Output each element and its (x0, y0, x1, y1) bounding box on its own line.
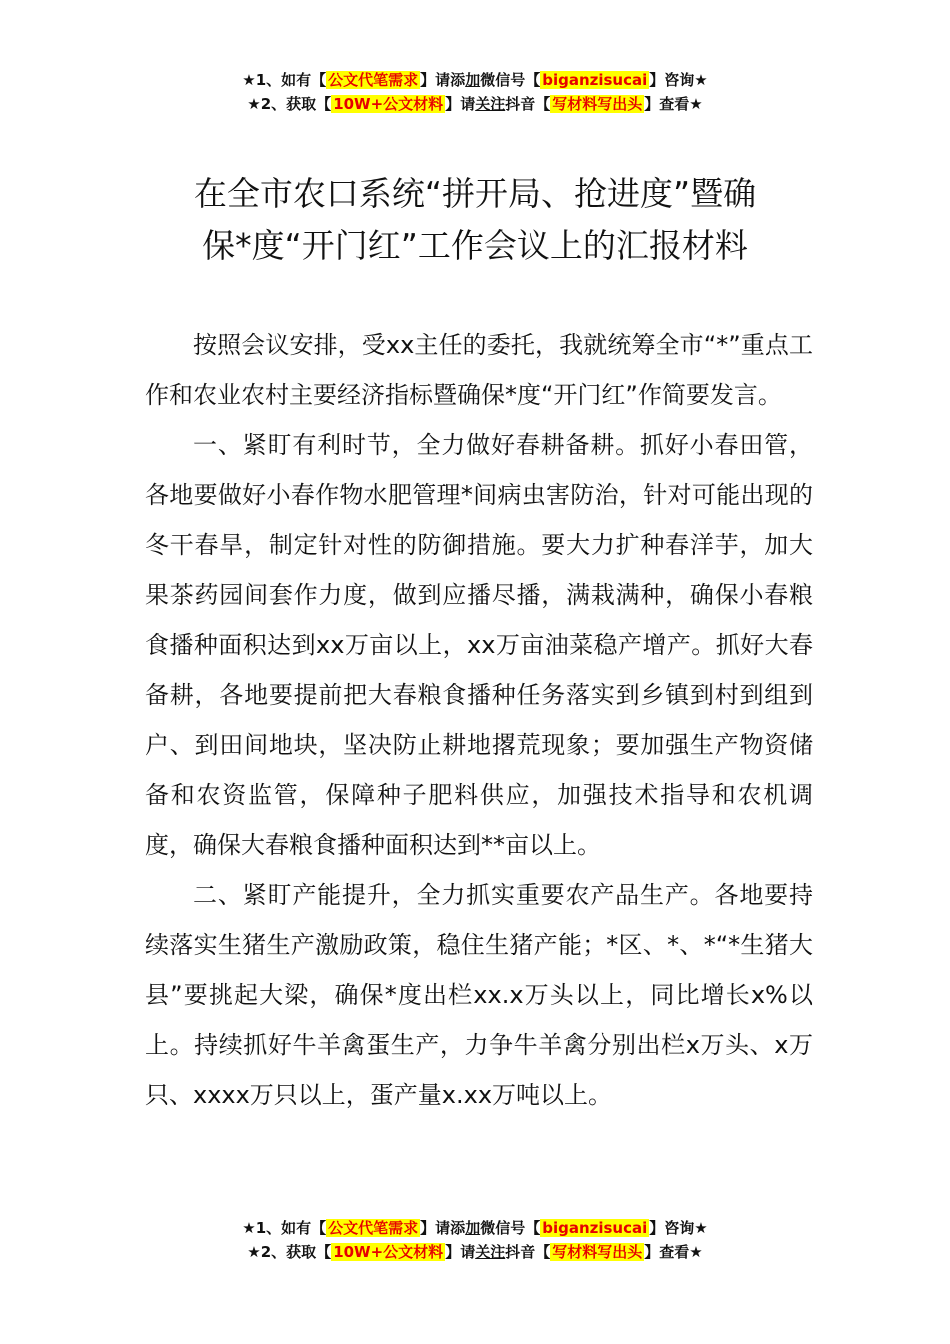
document-title (150, 168, 800, 272)
promo-banner-top (0, 68, 950, 116)
promo-line-1 (0, 68, 950, 92)
document-body (145, 320, 813, 1120)
promo-text: 】请 (445, 1243, 476, 1261)
promo-text: 】咨询★ (649, 71, 708, 89)
promo-highlight: 10W+公文材料 (333, 1243, 444, 1261)
promo-highlight: 公文代笔需求 (328, 71, 419, 89)
promo-text: 微信号【 (480, 71, 541, 89)
promo-line-2 (0, 92, 950, 116)
promo-text: 】咨询★ (649, 1219, 708, 1237)
promo-text: 】请添 (420, 71, 466, 89)
promo-highlight: 公文代笔需求 (328, 1219, 419, 1237)
title-line-1: 在全市农口系统“拼开局、抢进度”暨确 (193, 174, 757, 213)
promo-highlight: biganzisucai (542, 71, 648, 89)
promo-underlined: 加 (465, 71, 481, 89)
promo-text: 】查看★ (644, 1243, 703, 1261)
promo-text: 】查看★ (644, 95, 703, 113)
promo-text: 微信号【 (480, 1219, 541, 1237)
promo-text: ★2、获取【 (247, 95, 332, 113)
promo-underlined: 关注 (475, 95, 506, 113)
title-line-2: 保*度“开门红”工作会议上的汇报材料 (202, 226, 748, 265)
promo-underlined: 关注 (475, 1243, 506, 1261)
promo-text: 抖音【 (505, 1243, 551, 1261)
promo-text: 抖音【 (505, 95, 551, 113)
promo-underlined: 加 (465, 1219, 481, 1237)
promo-highlight: biganzisucai (542, 1219, 648, 1237)
promo-line-1 (0, 1216, 950, 1240)
promo-text: 】请添 (420, 1219, 466, 1237)
promo-highlight: 写材料写出头 (552, 95, 643, 113)
promo-text: ★1、如有【 (242, 71, 327, 89)
promo-highlight: 10W+公文材料 (333, 95, 444, 113)
promo-text: ★2、获取【 (247, 1243, 332, 1261)
promo-highlight: 写材料写出头 (552, 1243, 643, 1261)
promo-text: 】请 (445, 95, 476, 113)
paragraph-section-2: 二、紧盯产能提升，全力抓实重要农产品生产。各地要持续落实生猪生产激励政策，稳住生猪产能；*区、*、*“*生猪大县”要挑起大梁，确保*度出栏xx.x万头以上，同比增长x%以上。持续抓好牛羊禽蛋生产，力争牛羊禽分别出栏x万头、x万只、xxxx万只以上，蛋产量x.xx万吨以上。 (145, 881, 813, 1109)
paragraph-intro: 按照会议安排，受xx主任的委托，我就统筹全市“*”重点工作和农业农村主要经济指标暨确保*度“开门红”作简要发言。 (145, 331, 813, 409)
promo-banner-bottom (0, 1216, 950, 1264)
promo-line-2 (0, 1240, 950, 1264)
promo-text: ★1、如有【 (242, 1219, 327, 1237)
paragraph-section-1: 一、紧盯有利时节，全力做好春耕备耕。抓好小春田管，各地要做好小春作物水肥管理*间病虫害防治，针对可能出现的冬干春旱，制定针对性的防御措施。要大力扩种春洋芋，加大果茶药园间套作力度，做到应播尽播，满栽满种，确保小春粮食播种面积达到xx万亩以上，xx万亩油菜稳产增产。抓好大春备耕，各地要提前把大春粮食播种任务落实到乡镇到村到组到户、到田间地块，坚决防止耕地撂荒现象；要加强生产物资储备和农资监管，保障种子肥料供应，加强技术指导和农机调度，确保大春粮食播种面积达到**亩以上。 (145, 431, 813, 859)
